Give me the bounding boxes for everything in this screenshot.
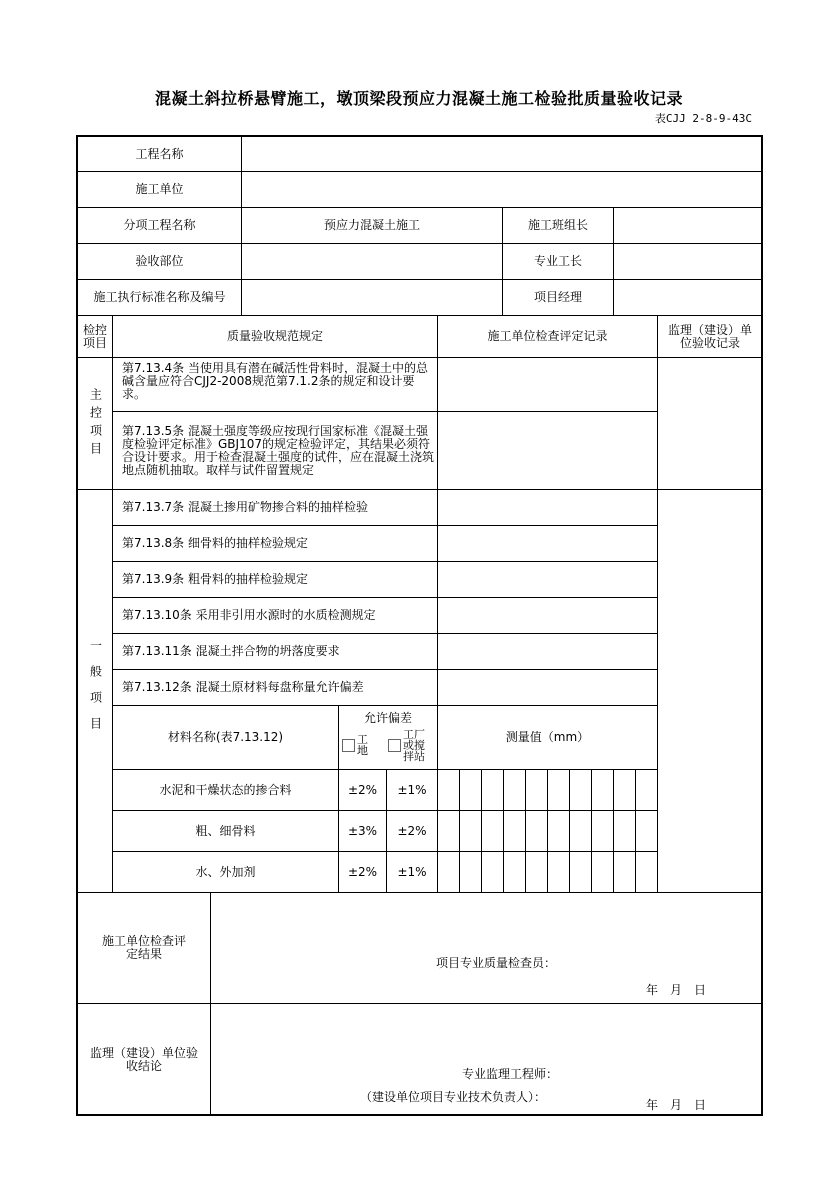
main-control-supervisor[interactable] <box>657 357 763 490</box>
main-control-item: 第7.13.4条 当使用具有潜在碱活性骨料时，混凝土中的总碱含量应符合CJJ2-2008规范第7.1.2条的规定和设计要求。 <box>112 357 438 412</box>
measured-value-cell[interactable] <box>591 851 614 893</box>
measured-value-cell[interactable] <box>591 810 614 852</box>
material-plant-tolerance: ±1% <box>386 769 438 811</box>
measured-value-cell[interactable] <box>591 769 614 811</box>
measured-value-cell[interactable] <box>503 810 526 852</box>
site-checkbox[interactable] <box>342 739 355 752</box>
plant-option[interactable]: 工厂或搅拌站 <box>388 729 427 762</box>
main-control-item: 第7.13.5条 混凝土强度等级应按现行国家标准《混凝土强度检验评定标准》GBJ107的规定检验评定，其结果必须符合设计要求。用于检查混凝土强度的试件，应在混凝土浇筑地点随机抽取。取样与试件留置规定 <box>112 411 438 490</box>
team-leader-field[interactable] <box>613 207 763 244</box>
general-record[interactable] <box>437 561 658 598</box>
measured-value-cell[interactable] <box>613 810 636 852</box>
measured-value-cell[interactable] <box>613 769 636 811</box>
measured-value-cell[interactable] <box>547 810 570 852</box>
contractor-result-label: 施工单位检查评定结果 <box>77 892 211 1004</box>
measured-value-cell[interactable] <box>437 851 460 893</box>
measured-value-cell[interactable] <box>503 851 526 893</box>
measured-value-cell[interactable] <box>547 851 570 893</box>
measured-value-cell[interactable] <box>503 769 526 811</box>
form-title: 混凝土斜拉桥悬臂施工，墩顶梁段预应力混凝土施工检验批质量验收记录 <box>154 89 683 108</box>
location-field[interactable] <box>241 243 503 280</box>
subproject-value[interactable]: 预应力混凝土施工 <box>241 207 503 244</box>
general-item: 第7.13.11条 混凝土拌合物的坍落度要求 <box>112 633 438 670</box>
foreman-field[interactable] <box>613 243 763 280</box>
standard-field[interactable] <box>241 279 503 316</box>
measured-value-cell[interactable] <box>569 769 592 811</box>
main-control-record[interactable] <box>437 411 658 490</box>
category-header: 检控项目 <box>77 315 113 358</box>
foreman-label: 专业工长 <box>502 243 614 280</box>
contractor-label: 施工单位 <box>77 171 242 208</box>
date-label-2: 年 月 日 <box>646 1098 707 1112</box>
measured-value-cell[interactable] <box>613 851 636 893</box>
tolerance-header: 允许偏差 <box>363 711 412 725</box>
contractor-record-header: 施工单位检查评定记录 <box>437 315 658 358</box>
manager-label: 项目经理 <box>502 279 614 316</box>
inspector-label: 项目专业质量检查员： <box>436 956 557 970</box>
site-option[interactable]: 工地 <box>342 734 369 756</box>
general-item: 第7.13.10条 采用非引用水源时的水质检测规定 <box>112 597 438 634</box>
team-leader-label: 施工班组长 <box>502 207 614 244</box>
measured-value-cell[interactable] <box>481 810 504 852</box>
measured-value-cell[interactable] <box>525 851 548 893</box>
measured-value-cell[interactable] <box>437 810 460 852</box>
material-site-tolerance: ±2% <box>338 851 387 893</box>
measured-value-cell[interactable] <box>525 769 548 811</box>
main-control-record[interactable] <box>437 357 658 412</box>
location-label: 验收部位 <box>77 243 242 280</box>
material-plant-tolerance: ±1% <box>386 851 438 893</box>
measured-value-cell[interactable] <box>635 851 658 893</box>
material-site-tolerance: ±3% <box>338 810 387 852</box>
measured-value-cell[interactable] <box>635 810 658 852</box>
supervisor-conclusion-label: 监理（建设）单位验收结论 <box>77 1003 211 1116</box>
supervisor-record-header: 监理（建设）单位验收记录 <box>657 315 763 358</box>
owner-label: （建设单位项目专业技术负责人）： <box>360 1090 547 1104</box>
measured-value-cell[interactable] <box>569 810 592 852</box>
measured-value-cell[interactable] <box>459 810 482 852</box>
general-label: 一般项目 <box>77 489 113 893</box>
measured-value-cell[interactable] <box>635 769 658 811</box>
engineer-label: 专业监理工程师： <box>462 1067 559 1081</box>
plant-checkbox[interactable] <box>388 739 401 752</box>
general-item: 第7.13.9条 粗骨料的抽样检验规定 <box>112 561 438 598</box>
manager-field[interactable] <box>613 279 763 316</box>
spec-header: 质量验收规范规定 <box>112 315 438 358</box>
general-record[interactable] <box>437 597 658 634</box>
material-header: 材料名称(表7.13.12) <box>112 705 339 770</box>
general-item: 第7.13.8条 细骨料的抽样检验规定 <box>112 525 438 562</box>
measured-value-cell[interactable] <box>459 769 482 811</box>
measured-value-cell[interactable] <box>481 769 504 811</box>
subproject-label: 分项工程名称 <box>77 207 242 244</box>
general-record[interactable] <box>437 489 658 526</box>
measured-value-cell[interactable] <box>437 769 460 811</box>
measured-value-cell[interactable] <box>525 810 548 852</box>
main-control-label: 主控项目 <box>77 357 113 490</box>
measured-value-cell[interactable] <box>459 851 482 893</box>
measured-value-cell[interactable] <box>481 851 504 893</box>
form-code: 表CJJ 2-8-9-43C <box>654 112 752 125</box>
material-name: 水、外加剂 <box>112 851 339 893</box>
general-item: 第7.13.7条 混凝土掺用矿物掺合料的抽样检验 <box>112 489 438 526</box>
standard-label: 施工执行标准名称及编号 <box>77 279 242 316</box>
measured-value-cell[interactable] <box>569 851 592 893</box>
general-item: 第7.13.12条 混凝土原材料每盘称量允许偏差 <box>112 669 438 706</box>
material-plant-tolerance: ±2% <box>386 810 438 852</box>
material-name: 水泥和干燥状态的掺合料 <box>112 769 339 811</box>
contractor-field[interactable] <box>241 171 763 208</box>
measured-value-cell[interactable] <box>547 769 570 811</box>
project-name-label: 工程名称 <box>77 136 242 172</box>
general-record[interactable] <box>437 525 658 562</box>
date-label: 年 月 日 <box>646 983 707 997</box>
general-record[interactable] <box>437 633 658 670</box>
general-record[interactable] <box>437 669 658 706</box>
project-name-field[interactable] <box>241 136 763 172</box>
general-supervisor[interactable] <box>657 489 763 893</box>
material-site-tolerance: ±2% <box>338 769 387 811</box>
material-name: 粗、细骨料 <box>112 810 339 852</box>
measured-header: 测量值（mm） <box>437 705 658 770</box>
